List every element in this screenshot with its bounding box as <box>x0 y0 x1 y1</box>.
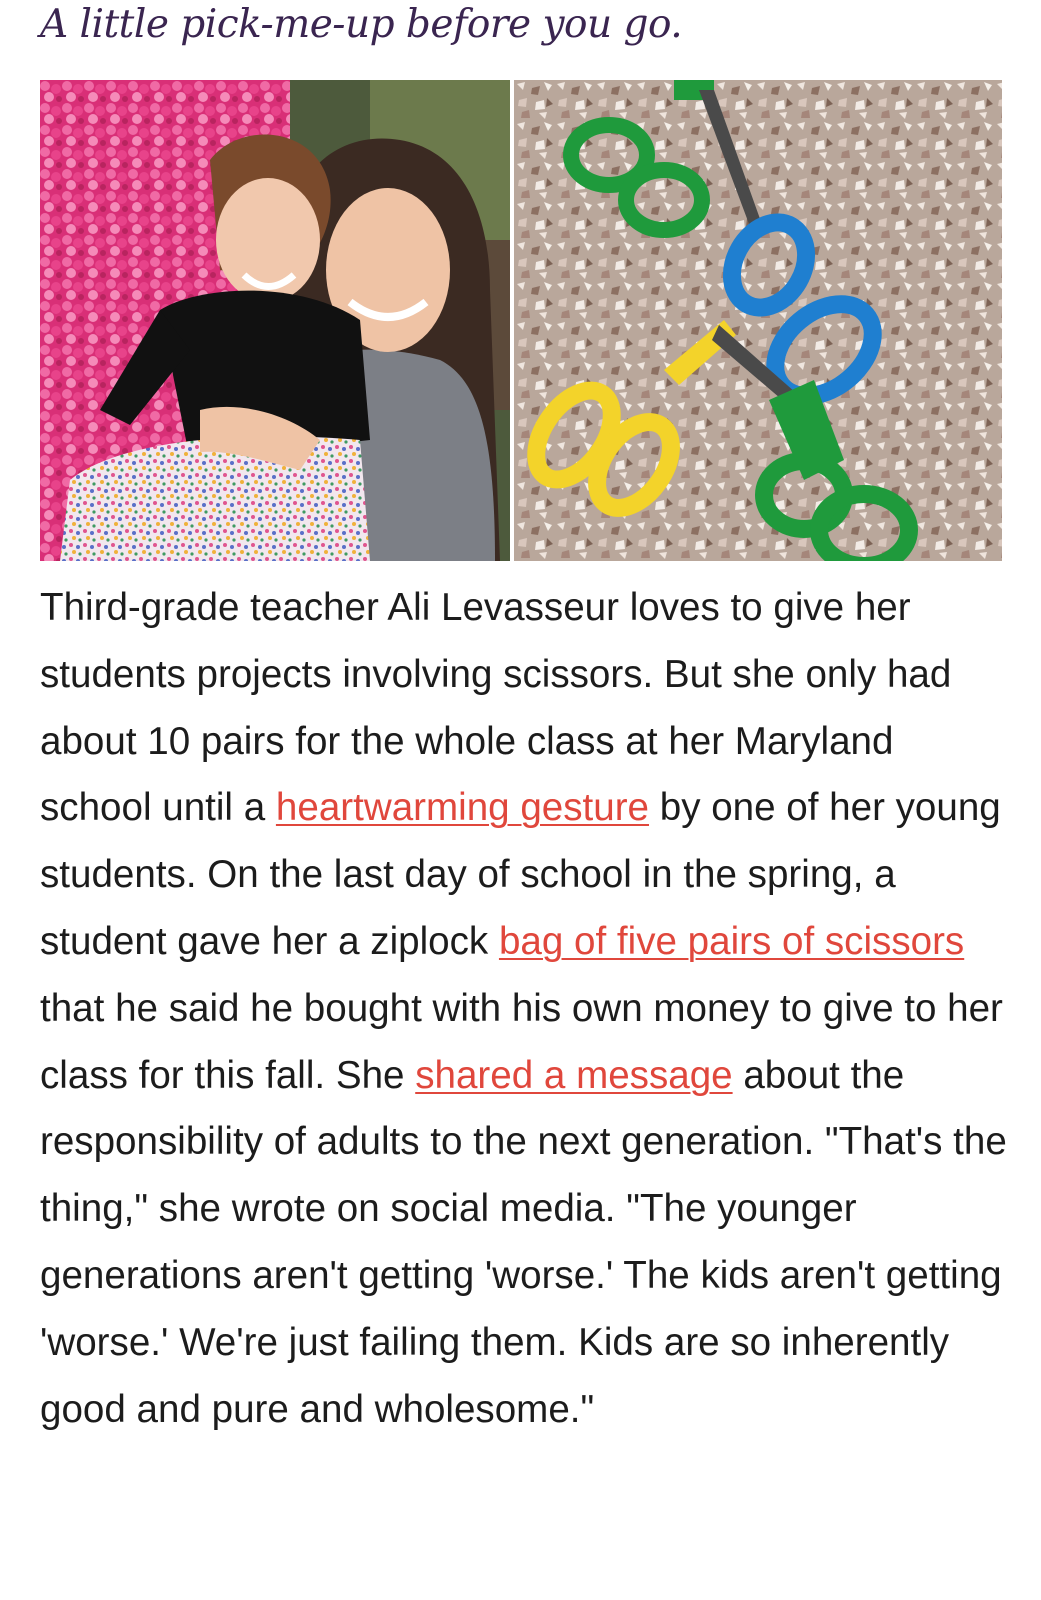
teacher-and-student-photo <box>40 80 510 561</box>
article-body <box>40 575 1010 1443</box>
scissors-photo <box>514 80 1002 561</box>
article-text: Third-grade teacher Ali Levasseur loves to give her students projects involving scissors. But she only had about 10 pairs for the whole class at her Maryland school until a <box>40 586 952 830</box>
shared-message-link[interactable]: shared a message <box>415 1053 733 1097</box>
article-image <box>40 80 1002 561</box>
heartwarming-gesture-link[interactable]: heartwarming gesture <box>275 786 650 830</box>
article-text: by one of her young students. On the last day of school in the spring, a student gave her a ziplock <box>40 786 1001 963</box>
scissors-bag-link[interactable]: bag of five pairs of scissors <box>498 919 965 963</box>
section-heading: A little pick-me-up before you go. <box>40 2 683 47</box>
article-text: that he said he bought with his own money to give to her class for this fall. She <box>40 986 1003 1097</box>
article-text: about the responsibility of adults to the next generation. "That's the thing," she wrote on social media. "The younger generations aren't getting 'worse.' The kids aren't getting 'worse.' We're just failing them. Kids are so inherently good and pure and wholesome." <box>40 1053 1007 1431</box>
